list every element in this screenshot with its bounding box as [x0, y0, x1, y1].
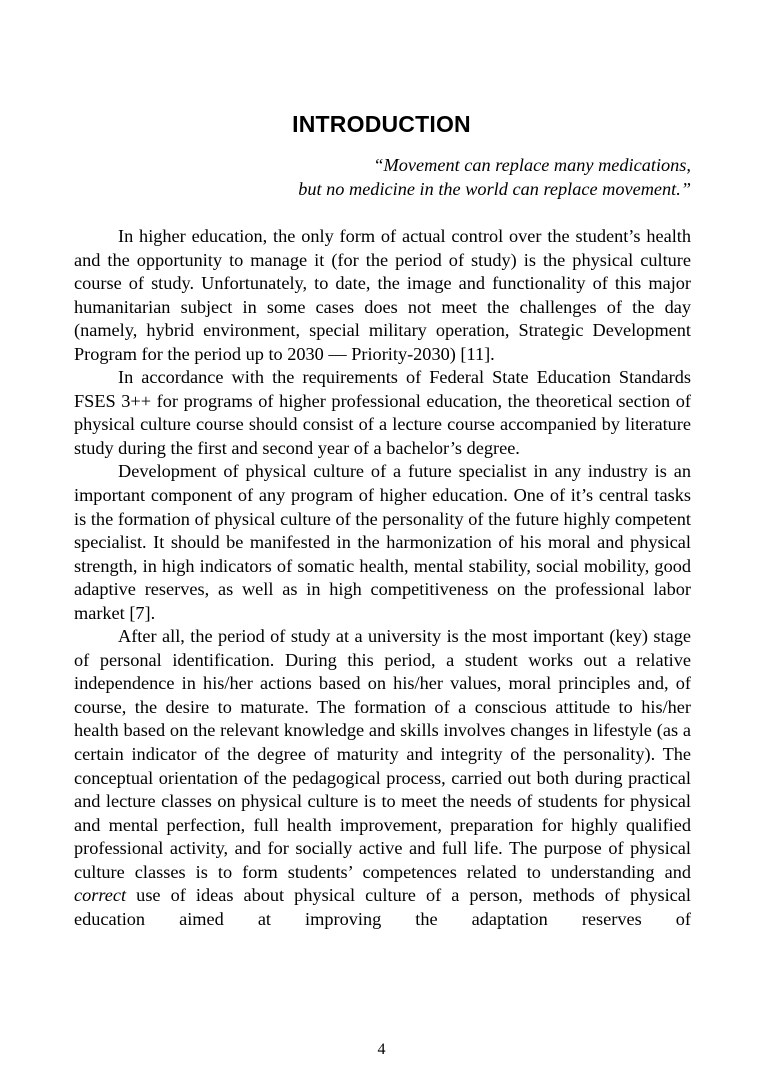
paragraph-4 [74, 625, 691, 931]
paragraph-4-end: use of ideas about physical culture of a person, methods of physical education aimed at improving the adaptation reserves of [74, 885, 691, 929]
body-text [74, 225, 691, 931]
epigraph-line-1: “Movement can replace many medications, [373, 155, 691, 175]
paragraph-4-start: After all, the period of study at a university is the most important (key) stage of personal identification. During this period, a student works out a relative independence in his/her actions based on his/her values, moral principles and, of course, the desire to maturate. The formation of a conscious attitude to his/her health based on the relevant knowledge and skills involves changes in lifestyle (as a certain indicator of the degree of maturity and integrity of the personality). The conceptual orientation of the pedagogical process, carried out both during practical and lecture classes on physical culture is to meet the needs of students for physical and mental perfection, full health improvement, preparation for highly qualified professional activity, and for socially active and full life. The purpose of physical culture classes is to form students’ competences related to understanding and [74, 626, 691, 882]
paragraph-3: Development of physical culture of a future specialist in any industry is an important component of any program of higher education. One of it’s central tasks is the formation of physical culture of the personality of the future highly competent specialist. It should be manifested in the harmonization of his moral and physical strength, in high indicators of somatic health, mental stability, social mobility, good adaptive reserves, as well as in high competitiveness on the professional labor market [7]. [74, 461, 691, 623]
paragraph-2: In accordance with the requirements of Federal State Education Standards FSES 3++ for programs of higher professional education, the theoretical section of physical culture course should consist of a lecture course accompanied by literature study during the first and second year of a bachelor’s degree. [74, 367, 691, 458]
epigraph-line-2: but no medicine in the world can replace movement.” [298, 178, 691, 199]
paragraph-4-italic-word: correct [74, 885, 127, 906]
section-title: INTRODUCTION [292, 111, 471, 137]
paragraph-1: In higher education, the only form of actual control over the student’s health and the opportunity to manage it (for the period of study) is the physical culture course of study. Unfortunately, to date, the image and functionality of this major humanitarian subject in some cases does not meet the challenges of the day (namely, hybrid environment, special military operation, Strategic Development Program for the period up to 2030 — Priority-2030) [11]. [74, 226, 691, 364]
page-number: 4 [377, 1041, 386, 1058]
epigraph-quote [74, 154, 691, 201]
